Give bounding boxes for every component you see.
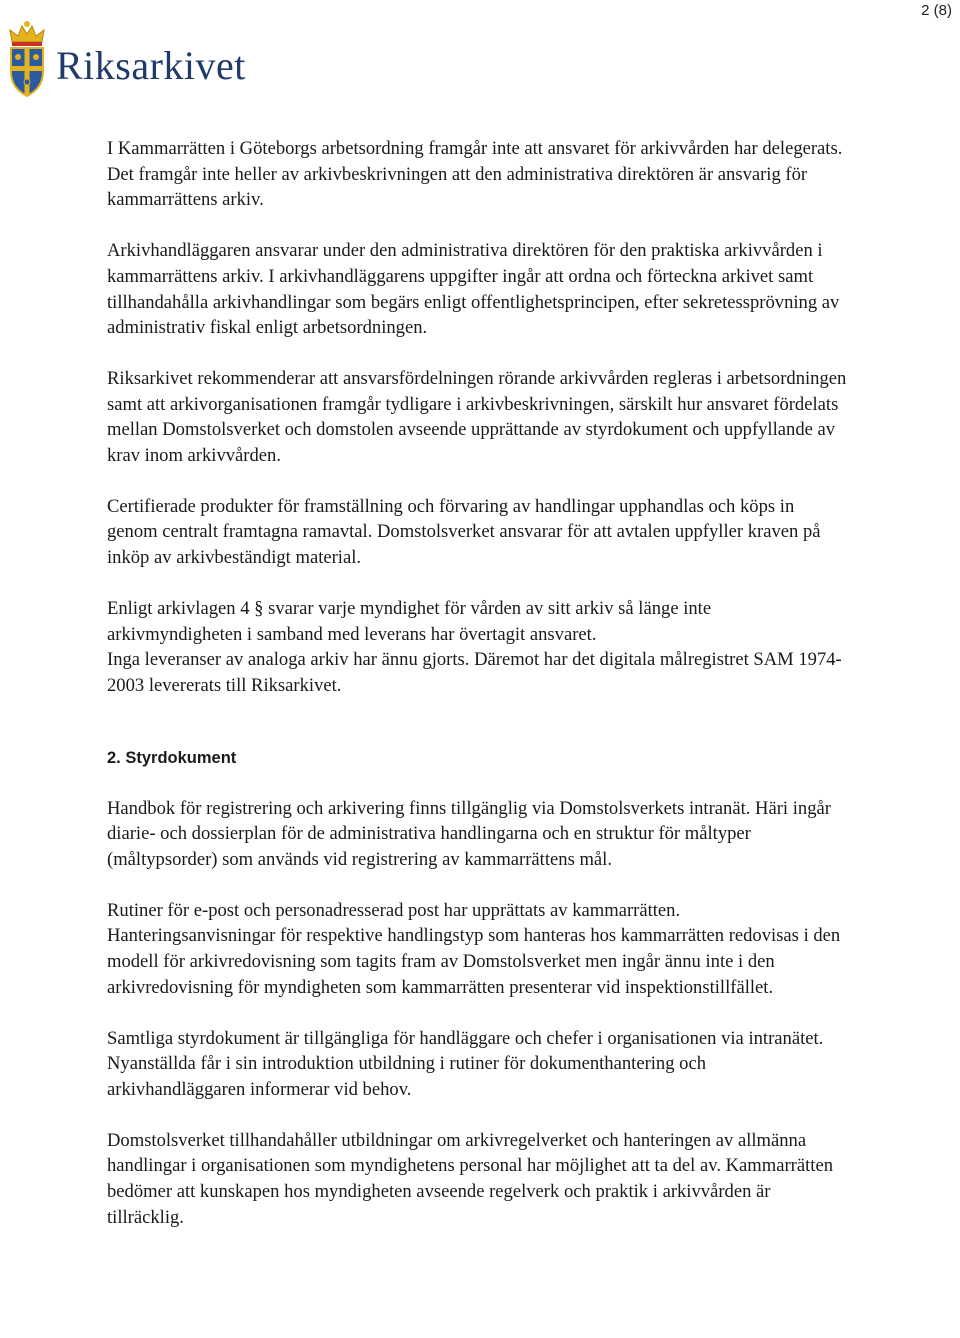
document-body xyxy=(107,136,847,1231)
paragraph: Domstolsverket tillhandahåller utbildningar om arkivregelverket och hanteringen av allmänna handlingar i organisationen som myndighetens personal har möjlighet att ta del av. Kammarrätten bedömer att kunskapen hos myndigheten avseende regelverk och praktik i arkivvården är tillräcklig. xyxy=(107,1129,833,1228)
page-number: 2 (8) xyxy=(921,2,952,19)
paragraph: Samtliga styrdokument är tillgängliga för handläggare och chefer i organisationen via intranätet. Nyanställda får i sin introduktion utbildning i rutiner för dokumenthantering och arkivhandläggaren informerar vid behov. xyxy=(107,1027,824,1100)
paragraph: Certifierade produkter för framställning och förvaring av handlingar upphandlas och köps in genom centralt framtagna ramavtal. Domstolsverket ansvarar för att avtalen uppfyller kraven på inköp av arkivbeständigt material. xyxy=(107,495,821,569)
paragraph: Handbok för registrering och arkivering finns tillgänglig via Domstolsverkets intranät. Häri ingår diarie- och dossierplan för de administrativa handlingarna och en struktur för måltyper (måltypsorder) som används vid registrering av kammarrättens mål. xyxy=(107,797,831,871)
paragraph: Inga leveranser av analoga arkiv har ännu gjorts. Däremot har det digitala målregistret SAM 1974-2003 levererats till Riksarkivet. xyxy=(107,649,842,696)
paragraph: Rutiner för e-post och personadresserad post har upprättats av kammarrätten. Hanteringsanvisningar för respektive handlingstyp som hanteras hos kammarrätten redovisas i den modell för arkivredovisning som tagits fram av Domstolsverket men ingår ännu inte i den arkivredovisning för myndigheten som kammarrätten presenterar vid inspektionstillfället. xyxy=(107,899,841,998)
paragraph: I Kammarrätten i Göteborgs arbetsordning framgår inte att ansvaret för arkivvården har delegerats. Det framgår inte heller av arkivbeskrivningen att den administrativa direktören är ansvarig för kammarrättens arkiv. xyxy=(107,138,843,211)
section-heading: 2. Styrdokument xyxy=(107,748,237,767)
logo-wordmark: Riksarkivet xyxy=(56,43,246,88)
crest-icon xyxy=(6,20,48,98)
paragraph: Enligt arkivlagen 4 § svarar varje myndighet för vården av sitt arkiv så länge inte arkivmyndigheten i samband med leverans har övertagit ansvaret. xyxy=(107,597,712,645)
paragraph: Arkivhandläggaren ansvarar under den administrativa direktören för den praktiska arkivvården i kammarrättens arkiv. I arkivhandläggarens uppgifter ingår att ordna och förteckna arkivet samt tillhandahålla arkivhandlingar som begärs enligt offentlighetsprincipen, efter sekretessprövning av administrativ fiskal enligt arbetsordningen. xyxy=(107,240,840,339)
riksarkivet-logo xyxy=(6,20,246,98)
paragraph: Riksarkivet rekommenderar att ansvarsfördelningen rörande arkivvården regleras i arbetsordningen samt att arkivorganisationen framgår tydligare i arkivbeskrivningen, särskilt hur ansvaret fördelats mellan Domstolsverket och domstolen avseende upprättande av styrdokument och uppfyllande av krav inom arkivvården. xyxy=(107,367,847,467)
